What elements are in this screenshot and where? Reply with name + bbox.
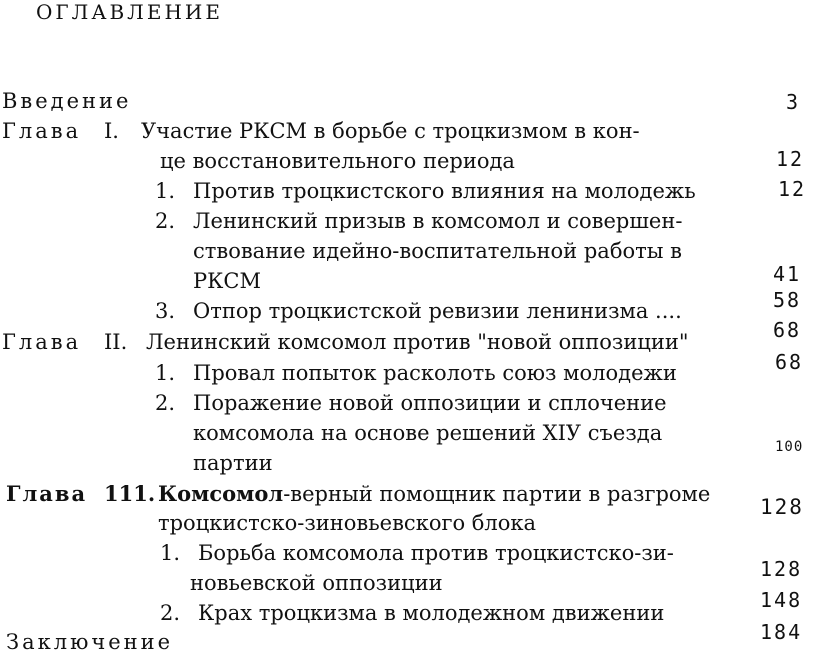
toc-s3-2-text: Крах троцкизма в молодежном движении bbox=[198, 601, 665, 625]
toc-ch2-title: Ленинский комсомол против "новой оппозиции" bbox=[146, 330, 689, 354]
toc-ch2-num: II. bbox=[104, 330, 128, 354]
toc-ch3-title-line2: троцкистско-зиновьевского блока bbox=[158, 511, 537, 535]
toc-ch1-page: 12 bbox=[776, 147, 805, 171]
toc-s2-2-line2: комсомола на основе решений XIУ съезда bbox=[193, 421, 663, 445]
toc-ch3-bold-word: Комсомол bbox=[158, 481, 284, 506]
toc-s1-2-line1: Ленинский призыв в комсомол и совершен- bbox=[193, 209, 683, 233]
toc-conclusion-page: 184 bbox=[760, 620, 803, 644]
page-title: ОГЛАВЛЕНИЕ bbox=[36, 0, 223, 24]
toc-s1-3-text: Отпор троцкистской ревизии ленинизма .... bbox=[193, 299, 682, 323]
toc-s2-2-line3: партии bbox=[193, 451, 273, 475]
toc-intro-label: Введение bbox=[2, 89, 132, 113]
toc-s2-1-num: 1. bbox=[155, 361, 176, 385]
toc-ch1-label: Глава bbox=[2, 119, 82, 143]
toc-s1-1-num: 1. bbox=[155, 179, 176, 203]
toc-ch1-title-line2: це восстановительного периода bbox=[160, 149, 515, 173]
toc-s1-3-num: 3. bbox=[155, 299, 176, 323]
toc-ch3-title-rest: -верный помощник партии в разгроме bbox=[283, 482, 711, 506]
toc-s1-3-page: 58 bbox=[773, 288, 802, 312]
toc-s1-2-page: 41 bbox=[773, 262, 802, 286]
toc-ch2-label: Глава bbox=[2, 330, 82, 354]
toc-conclusion-label: Заключение bbox=[6, 630, 174, 654]
toc-intro-page: 3 bbox=[786, 90, 801, 114]
toc-s1-2-line3: РКСМ bbox=[193, 269, 261, 293]
toc-ch3-label: Глава bbox=[6, 481, 88, 506]
toc-ch1-num: I. bbox=[104, 119, 119, 143]
toc-ch1-title-line1: Участие РКСМ в борьбе с троцкизмом в кон- bbox=[141, 119, 640, 143]
toc-s2-2-page: 100 bbox=[775, 439, 804, 455]
toc-ch3-page: 128 bbox=[760, 495, 804, 519]
toc-s3-2-num: 2. bbox=[160, 601, 181, 625]
toc-s2-1-text: Провал попыток расколоть союз молодежи bbox=[193, 361, 677, 385]
toc-s3-2-page: 148 bbox=[760, 588, 803, 612]
toc-s1-1-page: 12 bbox=[778, 177, 807, 201]
toc-ch3-num: 111. bbox=[104, 481, 156, 506]
toc-s1-2-num: 2. bbox=[155, 209, 176, 233]
toc-s2-2-num: 2. bbox=[155, 391, 176, 415]
toc-s1-2-line2: ствование идейно-воспитательной работы в bbox=[193, 239, 682, 263]
toc-ch2-page: 68 bbox=[773, 318, 802, 342]
toc-s3-1-page: 128 bbox=[760, 557, 803, 581]
toc-s3-1-line2: новьевской оппозиции bbox=[190, 571, 443, 595]
toc-s1-1-text: Против троцкистского влияния на молодежь bbox=[193, 179, 696, 203]
toc-ch3-title-line1 bbox=[158, 483, 710, 505]
toc-s3-1-line1: Борьба комсомола против троцкистско-зи- bbox=[198, 541, 674, 565]
toc-s2-2-line1: Поражение новой оппозиции и сплочение bbox=[193, 391, 667, 415]
toc-s3-1-num: 1. bbox=[160, 541, 181, 565]
toc-s2-1-page: 68 bbox=[775, 350, 804, 374]
